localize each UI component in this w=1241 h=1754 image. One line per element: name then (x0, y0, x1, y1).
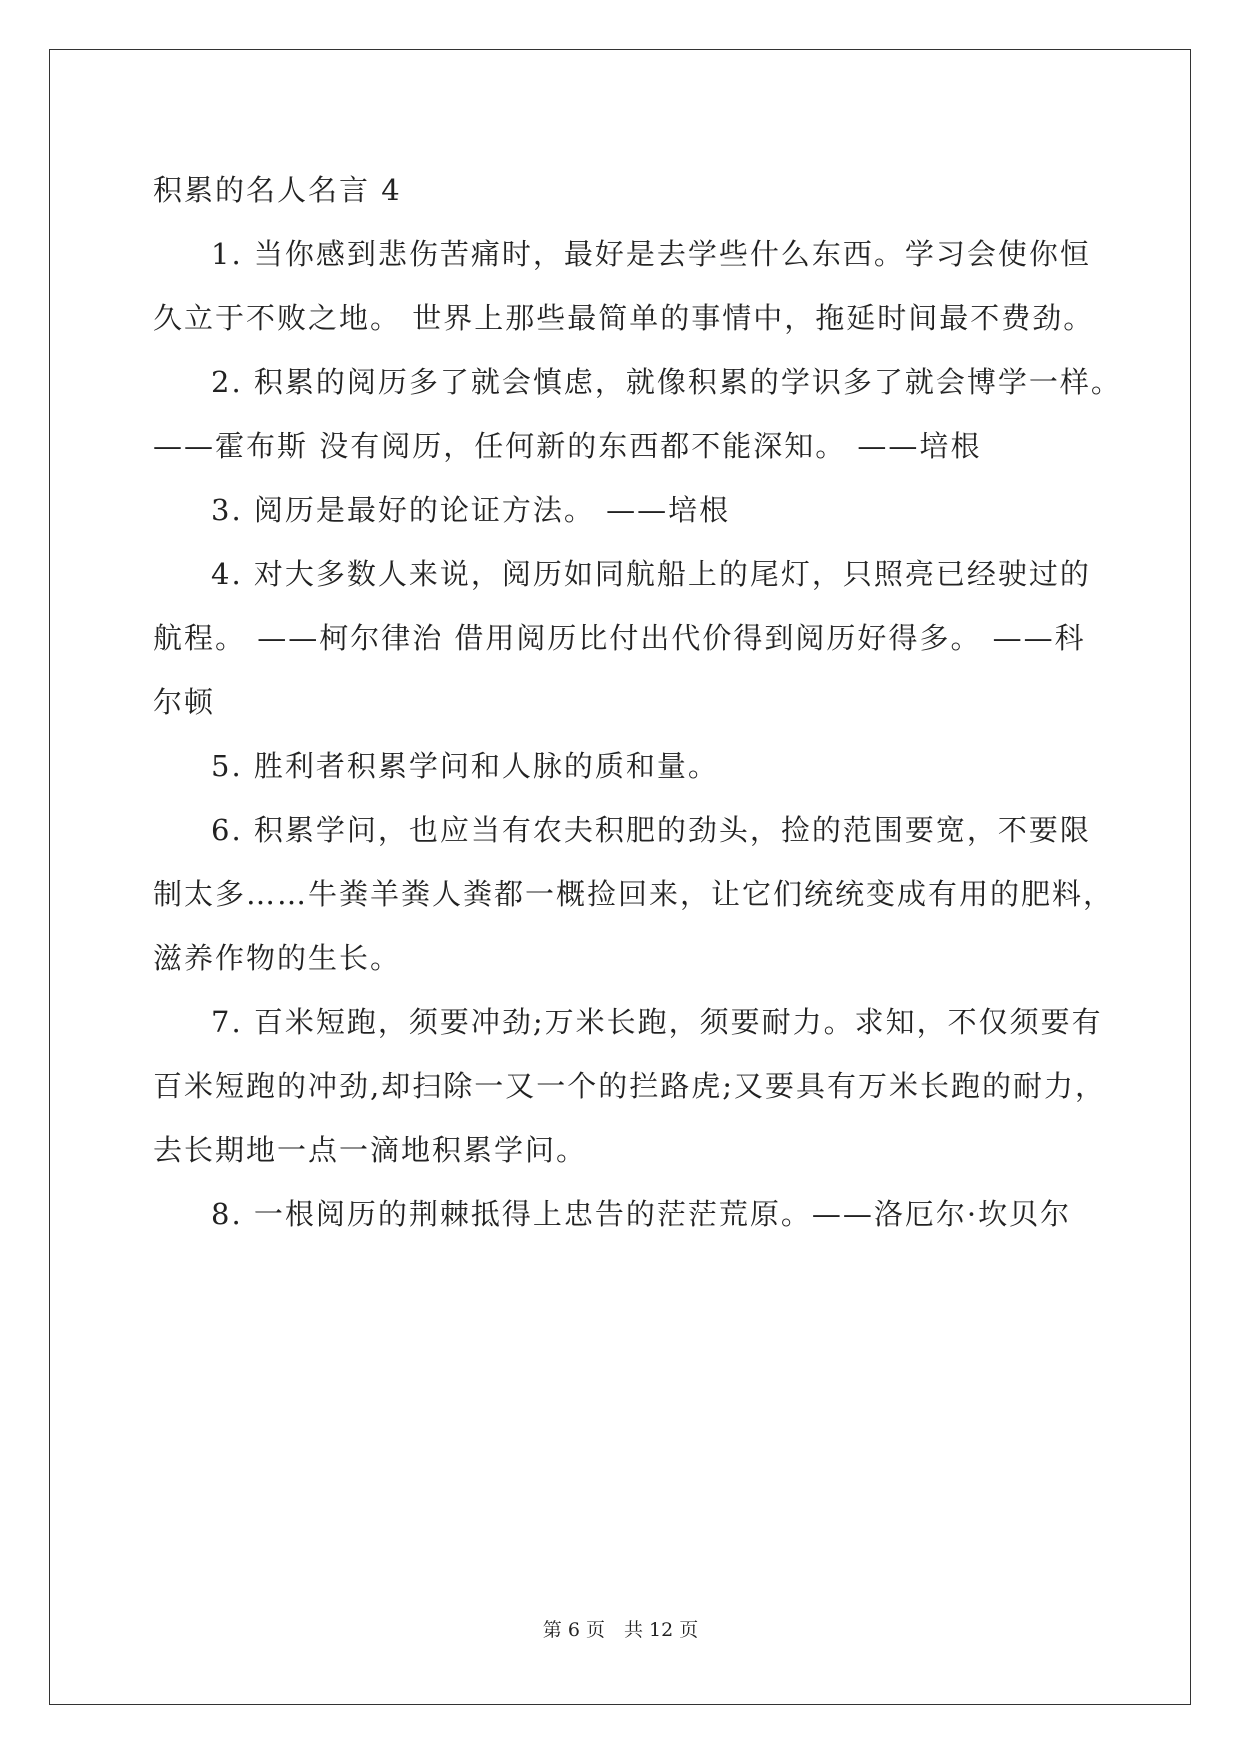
text-line: 去长期地一点一滴地积累学问。 (153, 1133, 588, 1167)
text-line: 1. 当你感到悲伤苦痛时，最好是去学些什么东西。学习会使你恒 (211, 237, 1091, 271)
document-body (153, 158, 1122, 1246)
text-line: 航程。 ——柯尔律治 借用阅历比付出代价得到阅历好得多。 ——科 (153, 621, 1086, 655)
text-line: 5. 胜利者积累学问和人脉的质和量。 (211, 749, 719, 783)
document-title: 积累的名人名言 4 (153, 173, 402, 207)
text-line: 6. 积累学问，也应当有农夫积肥的劲头，捡的范围要宽，不要限 (211, 813, 1091, 847)
text-line: 8. 一根阅历的荆棘抵得上忠告的茫茫荒原。——洛厄尔·坎贝尔 (211, 1197, 1072, 1231)
text-line: 3. 阅历是最好的论证方法。 ——培根 (211, 493, 731, 527)
text-line: ——霍布斯 没有阅历，任何新的东西都不能深知。 ——培根 (153, 429, 982, 463)
text-line: 滋养作物的生长。 (153, 941, 402, 975)
page-number: 第 6 页 共 12 页 (542, 1619, 699, 1641)
text-line: 制太多……牛粪羊粪人粪都一概捡回来，让它们统统变成有用的肥料， (153, 877, 1115, 911)
text-line: 4. 对大多数人来说，阅历如同航船上的尾灯，只照亮已经驶过的 (211, 557, 1091, 591)
text-line: 尔顿 (153, 685, 216, 719)
text-line: 百米短跑的冲劲,却扫除一又一个的拦路虎;又要具有万米长跑的耐力， (153, 1069, 1106, 1103)
text-line: 久立于不败之地。 世界上那些最简单的事情中，拖延时间最不费劲。 (153, 301, 1095, 335)
text-line: 2. 积累的阅历多了就会慎虑，就像积累的学识多了就会博学一样。 (211, 365, 1122, 399)
text-line: 7. 百米短跑，须要冲劲;万米长跑，须要耐力。求知，不仅须要有 (211, 1005, 1103, 1039)
